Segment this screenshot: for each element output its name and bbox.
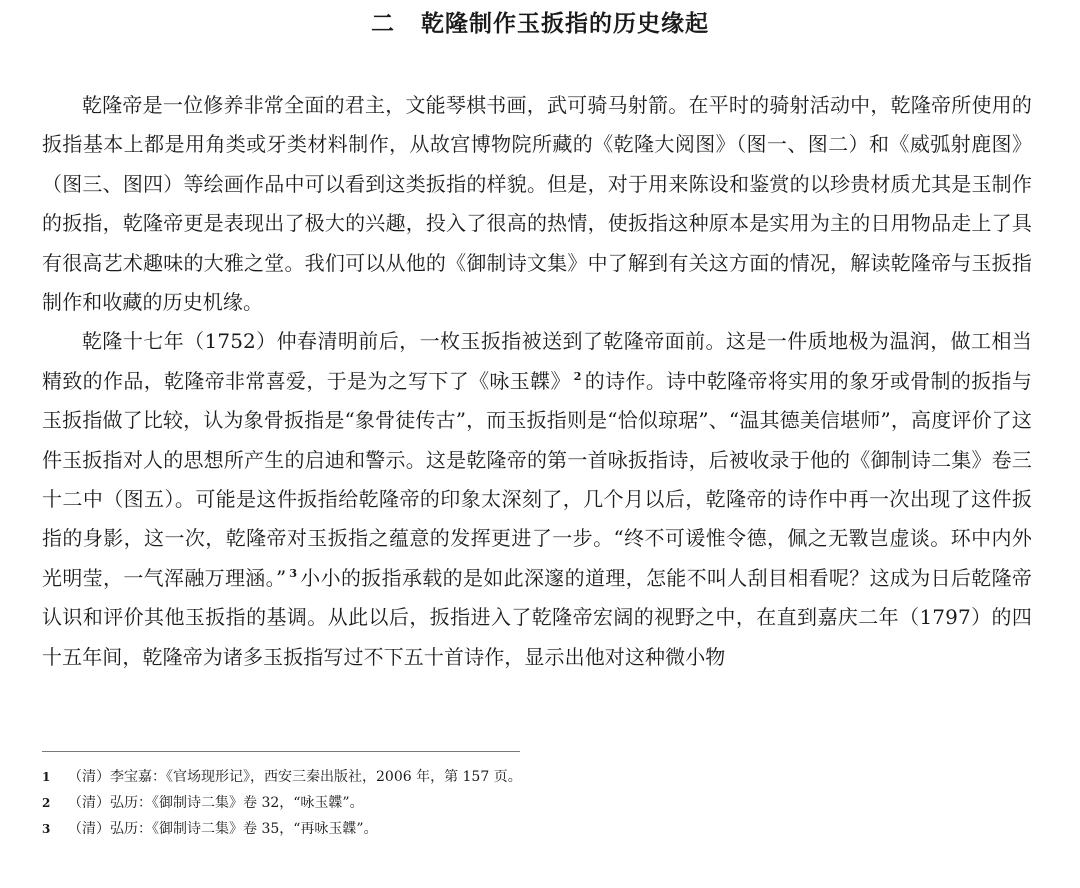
footnote-reference[interactable]: 3 bbox=[289, 567, 298, 581]
footnote-item bbox=[42, 816, 1032, 842]
footnote-number: 1 bbox=[42, 770, 51, 784]
section-title: 乾隆制作玉扳指的历史缘起 bbox=[421, 10, 709, 37]
body-text bbox=[42, 86, 1032, 677]
body-paragraph bbox=[42, 322, 1032, 677]
section-heading bbox=[0, 6, 1080, 42]
footnote-text: （清）弘历：《御制诗二集》卷 35，“再咏玉韘”。 bbox=[68, 821, 378, 837]
footnote-text: （清）李宝嘉：《官场现形记》，西安三秦出版社，2006 年，第 157 页。 bbox=[68, 769, 522, 785]
body-paragraph bbox=[42, 86, 1032, 322]
paragraph-text: 小小的扳指承载的是如此深邃的道理，怎能不叫人刮目相看呢？这成为日后乾隆帝认识和评价其他玉扳指的基调。从此以后，扳指进入了乾隆帝宏阔的视野之中，在直到嘉庆二年（1797）的四十五年间，乾隆帝为诸多玉扳指写过不下五十首诗作，显示出他对这种微小物 bbox=[42, 565, 1032, 669]
paragraph-text: 乾隆十七年（1752）仲春清明前后，一枚玉扳指被送到了乾隆帝面前。这是一件质地极为温润，做工相当精致的作品，乾隆帝非常喜爱，于是为之写下了《咏玉韘》 bbox=[42, 329, 1032, 393]
footnote-number: 3 bbox=[42, 822, 51, 836]
footnote-number: 2 bbox=[42, 796, 51, 810]
footnote-divider bbox=[42, 751, 520, 752]
footnote-reference[interactable]: 2 bbox=[573, 370, 582, 384]
footnote-text: （清）弘历：《御制诗二集》卷 32，“咏玉韘”。 bbox=[68, 795, 364, 811]
paragraph-text: 的诗作。诗中乾隆帝将实用的象牙或骨制的扳指与玉扳指做了比较，认为象骨扳指是“象骨徒传古”，而玉扳指则是“恰似琼琚”、“温其德美信堪师”，高度评价了这件玉扳指对人的思想所产生的启迪和警示。这是乾隆帝的第一首咏扳指诗，后被收录于他的《御制诗二集》卷三十二中（图五）。可能是这件扳指给乾隆帝的印象太深刻了，几个月以后，乾隆帝的诗作中再一次出现了这件扳指的身影，这一次，乾隆帝对玉扳指之蕴意的发挥更进了一步。“终不可谖惟令德，佩之无斁岂虚谈。环中内外光明莹，一气浑融万理涵。” bbox=[42, 368, 1032, 590]
section-number: 二 bbox=[371, 10, 395, 37]
footnote-item bbox=[42, 790, 1032, 816]
paragraph-text: 乾隆帝是一位修养非常全面的君主，文能琴棋书画，武可骑马射箭。在平时的骑射活动中，乾隆帝所使用的扳指基本上都是用角类或牙类材料制作，从故宫博物院所藏的《乾隆大阅图》（图一、图二）和《威弧射鹿图》（图三、图四）等绘画作品中可以看到这类扳指的样貌。但是，对于用来陈设和鉴赏的以珍贵材质尤其是玉制作的扳指，乾隆帝更是表现出了极大的兴趣，投入了很高的热情，使扳指这种原本是实用为主的日用物品走上了具有很高艺术趣味的大雅之堂。我们可以从他的《御制诗文集》中了解到有关这方面的情况，解读乾隆帝与玉扳指制作和收藏的历史机缘。 bbox=[42, 93, 1032, 315]
footnotes bbox=[42, 764, 1032, 842]
footnote-item bbox=[42, 764, 1032, 790]
